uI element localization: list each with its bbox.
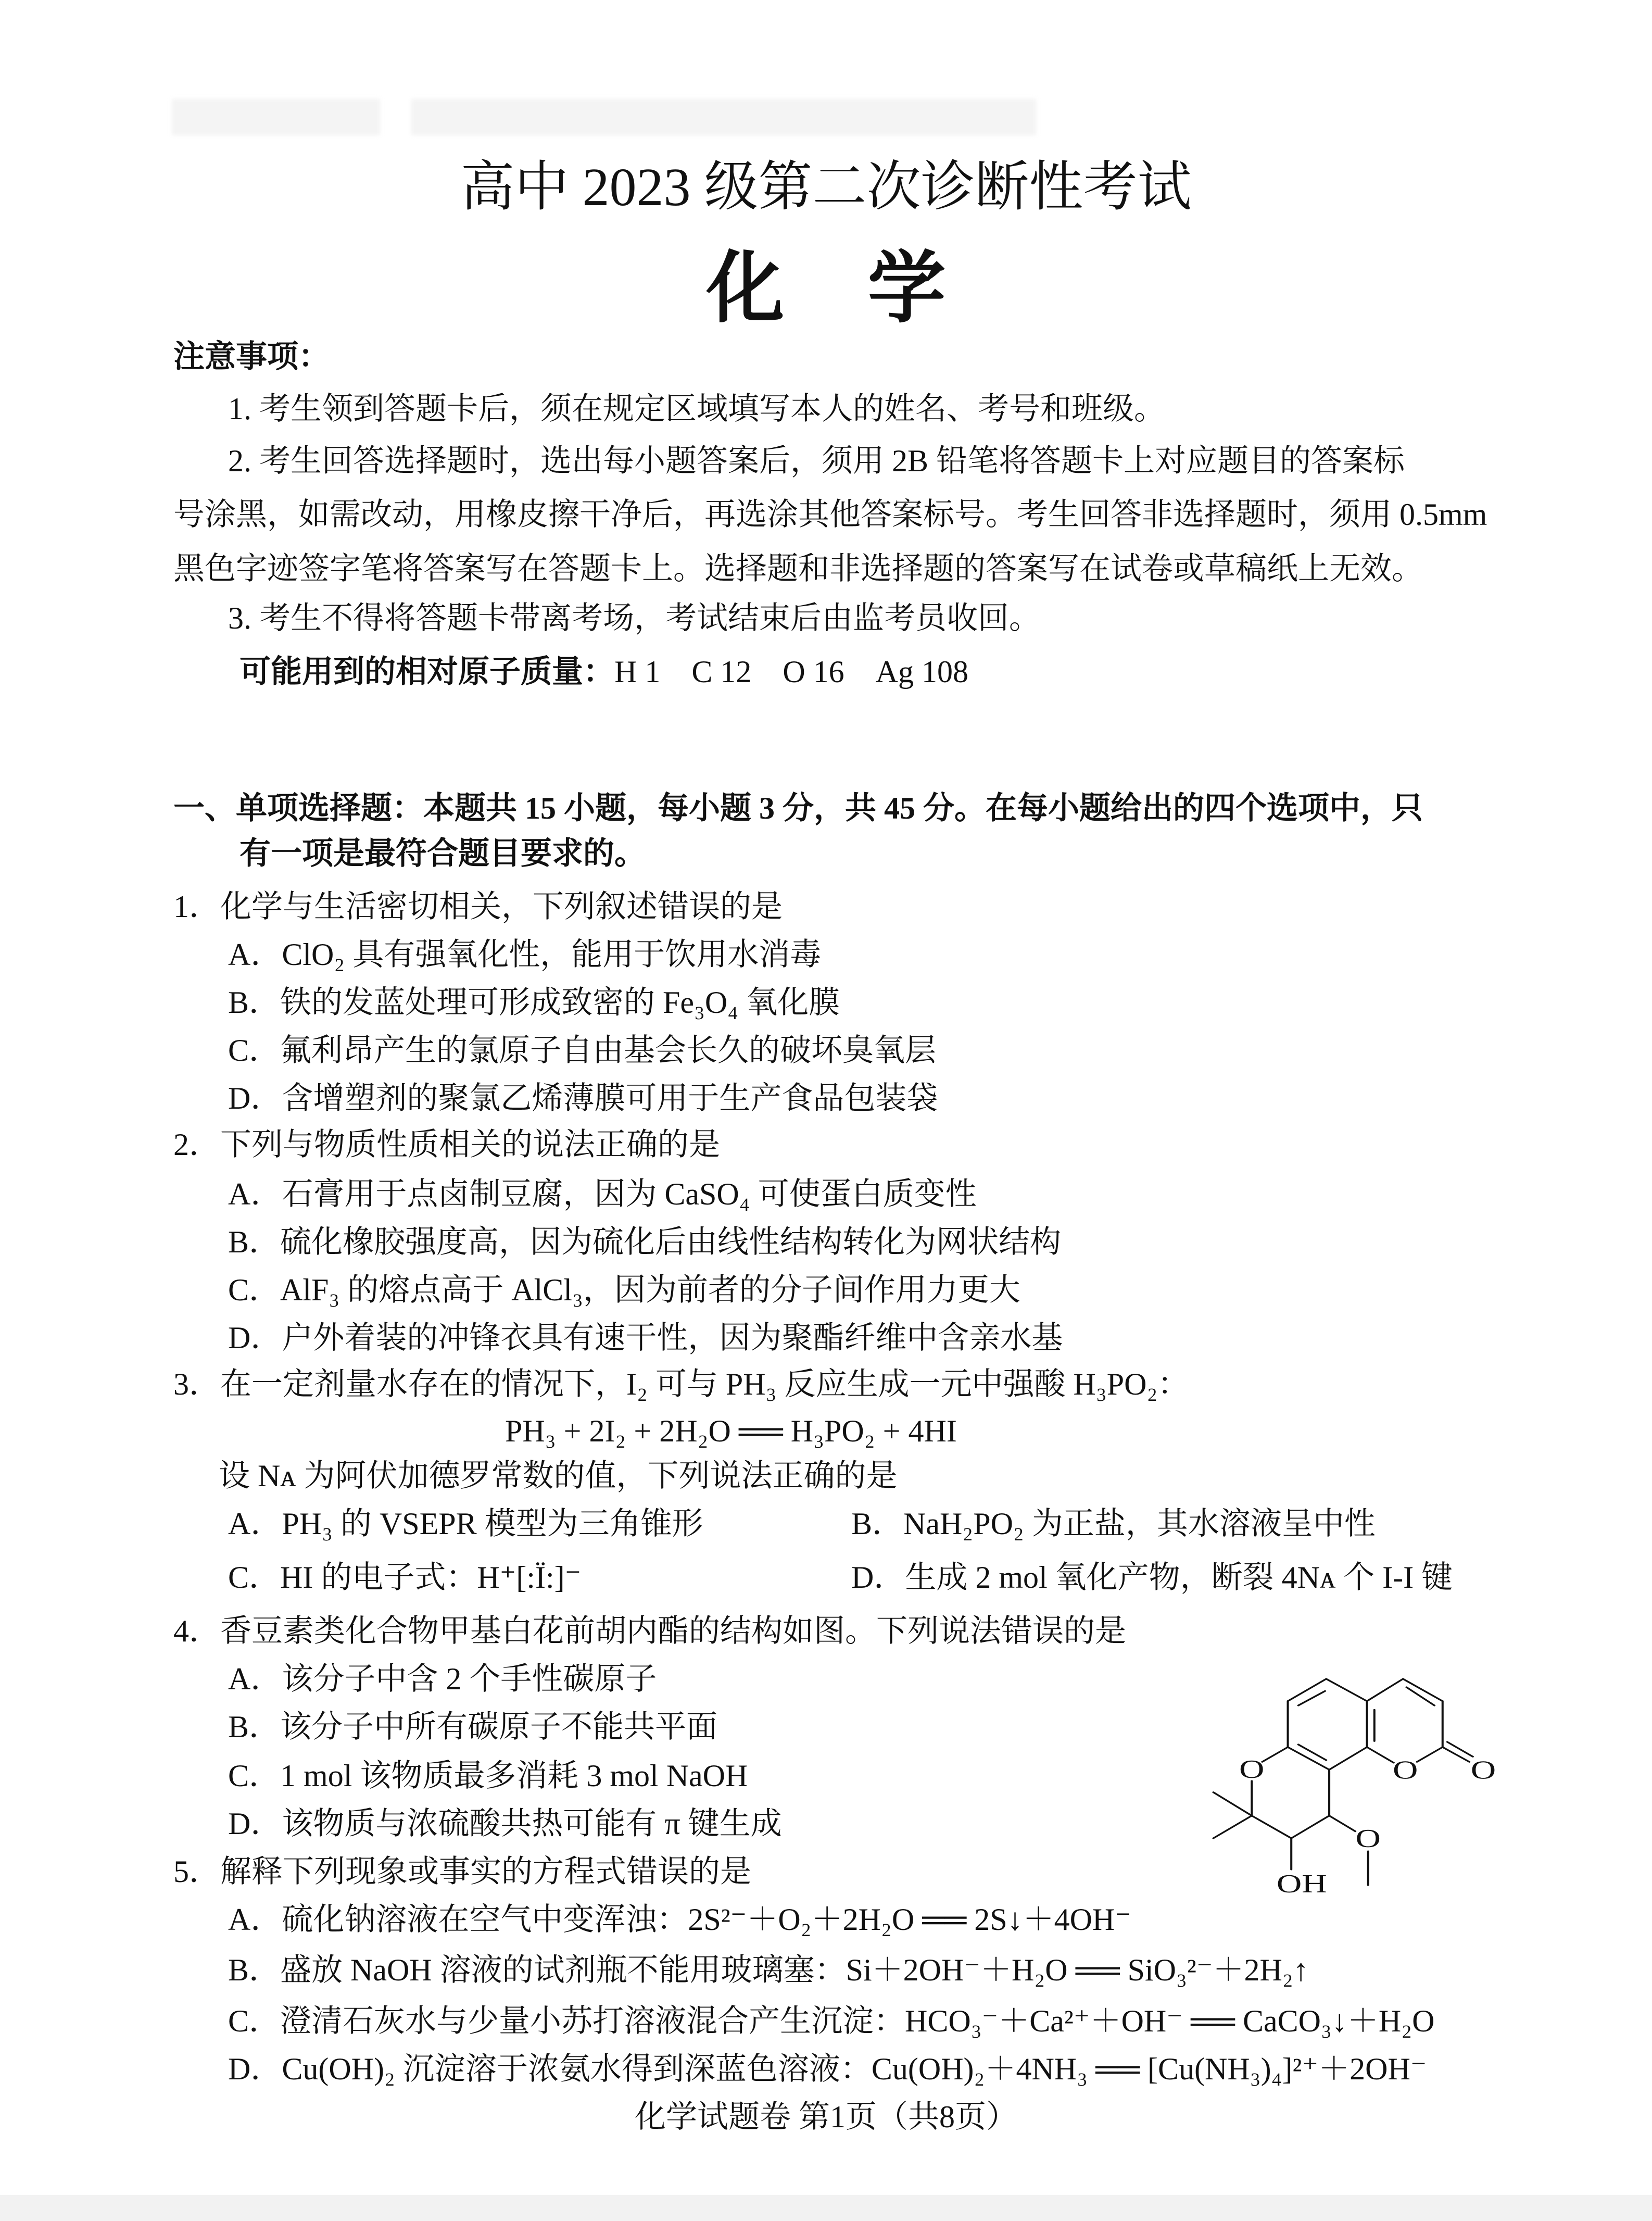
- question-1-stem: 1．化学与生活密切相关，下列叙述错误的是: [173, 889, 783, 924]
- q3-option-a: A．PH₃ 的 VSEPR 模型为三角锥形: [228, 1507, 703, 1541]
- q5-option-d: D．Cu(OH)₂ 沉淀溶于浓氨水得到深蓝色溶液：Cu(OH)₂＋4NH₃ ══ [Cu(NH₃)₄]²⁺＋2OH⁻: [228, 2052, 1427, 2086]
- subject-title: 化学: [706, 246, 1029, 332]
- question-5-stem: 5．解释下列现象或事实的方程式错误的是: [173, 1854, 751, 1889]
- q2-option-b: B．硫化橡胶强度高，因为硫化后由线性结构转化为网状结构: [228, 1225, 1062, 1259]
- q4-option-b: B．该分子中所有碳原子不能共平面: [228, 1710, 718, 1744]
- q5-option-c: C．澄清石灰水与少量小苏打溶液混合产生沉淀：HCO₃⁻＋Ca²⁺＋OH⁻ ══ CaCO₃↓＋H₂O: [228, 2004, 1435, 2038]
- blurred-header-text: [172, 99, 380, 135]
- benzene-ring: [1288, 1679, 1374, 1770]
- page-footer: 化学试题卷 第1页（共8页）: [635, 2100, 1017, 2134]
- dihydropyran-ring: [1213, 1747, 1368, 1885]
- q2-option-d: D．户外着装的冲锋衣具有速干性，因为聚酯纤维中含亲水基: [228, 1321, 1063, 1355]
- exam-title: 高中 2023 级第二次诊断性考试: [460, 157, 1192, 217]
- q3-option-c: C．HI 的电子式：H⁺[:Ï:]⁻: [228, 1560, 582, 1595]
- q5-option-a: A．硫化钠溶液在空气中变浑浊：2S²⁻＋O₂＋2H₂O ══ 2S↓＋4OH⁻: [228, 1902, 1131, 1937]
- atom-label-o: O: [1470, 1755, 1496, 1784]
- question-2-stem: 2．下列与物质性质相关的说法正确的是: [173, 1127, 720, 1162]
- notice-line: 3. 考生不得将答题卡带离考场，考试结束后由监考员收回。: [228, 601, 1040, 635]
- notice-line: 1. 考生领到答题卡后，须在规定区域填写本人的姓名、考号和班级。: [228, 392, 1165, 426]
- q4-option-a: A．该分子中含 2 个手性碳原子: [228, 1662, 657, 1696]
- q5-option-b: B．盛放 NaOH 溶液的试剂瓶不能用玻璃塞：Si＋2OH⁻＋H₂O ══ SiO₃²⁻＋2H₂↑: [228, 1953, 1309, 1987]
- q3-option-d: D．生成 2 mol 氧化产物，断裂 4Nᴀ 个 I-I 键: [851, 1560, 1453, 1595]
- section-heading: 一、单项选择题：本题共 15 小题，每小题 3 分，共 45 分。在每小题给出的四个选项中，只: [173, 791, 1423, 825]
- q3-option-b: B．NaH₂PO₂ 为正盐，其水溶液呈中性: [851, 1507, 1376, 1541]
- atomic-mass-label: 可能用到的相对原子质量：: [239, 655, 614, 689]
- pyranone-ring: [1367, 1679, 1472, 1763]
- q4-option-d: D．该物质与浓硫酸共热可能有 π 键生成: [228, 1806, 782, 1841]
- scan-bottom-edge: [0, 2195, 1652, 2221]
- atom-label-oh: OH: [1276, 1868, 1327, 1898]
- question-3-stem: 3．在一定剂量水存在的情况下，I₂ 可与 PH₃ 反应生成一元中强酸 H₃PO₂：: [173, 1367, 1189, 1401]
- question-4-stem: 4．香豆素类化合物甲基白花前胡内酯的结构如图。下列说法错误的是: [173, 1614, 1126, 1648]
- molecule-structure-figure: [1171, 1640, 1536, 1901]
- section-heading-cont: 有一项是最符合题目要求的。: [239, 836, 646, 871]
- q1-option-b: B．铁的发蓝处理可形成致密的 Fe₃O₄ 氧化膜: [228, 985, 840, 1020]
- q1-option-a: A．ClO₂ 具有强氧化性，能用于饮用水消毒: [228, 937, 822, 972]
- atomic-mass: [239, 651, 968, 693]
- atom-label-o: O: [1393, 1755, 1418, 1784]
- notice-line: 2. 考生回答选择题时，选出每小题答案后，须用 2B 铅笔将答题卡上对应题目的答案标: [228, 444, 1405, 478]
- notice-heading: 注意事项：: [173, 340, 330, 374]
- q2-option-a: A．石膏用于点卤制豆腐，因为 CaSO₄ 可使蛋白质变性: [228, 1177, 977, 1211]
- q2-option-c: C．AlF₃ 的熔点高于 AlCl₃，因为前者的分子间作用力更大: [228, 1273, 1020, 1307]
- atomic-mass-values: H 1 C 12 O 16 Ag 108: [614, 655, 969, 689]
- q1-option-c: C．氟利昂产生的氯原子自由基会长久的破坏臭氧层: [228, 1033, 937, 1068]
- atom-label-o: O: [1355, 1823, 1381, 1853]
- q1-option-d: D．含增塑剂的聚氯乙烯薄膜可用于生产食品包装袋: [228, 1081, 938, 1115]
- q3-equation: PH₃ + 2I₂ + 2H₂O ══ H₃PO₂ + 4HI: [505, 1414, 957, 1448]
- notice-line: 黑色字迹签字笔将答案写在答题卡上。选择题和非选择题的答案写在试卷或草稿纸上无效。: [173, 551, 1423, 586]
- atom-label-o: O: [1239, 1754, 1265, 1784]
- q4-option-c: C．1 mol 该物质最多消耗 3 mol NaOH: [228, 1759, 748, 1793]
- question-3-stem2: 设 Nᴀ 为阿伏加德罗常数的值，下列说法正确的是: [219, 1459, 898, 1493]
- blurred-header-text: [411, 99, 1036, 135]
- notice-line: 号涂黑，如需改动，用橡皮擦干净后，再选涂其他答案标号。考生回答非选择题时，须用 0.5mm: [173, 497, 1487, 532]
